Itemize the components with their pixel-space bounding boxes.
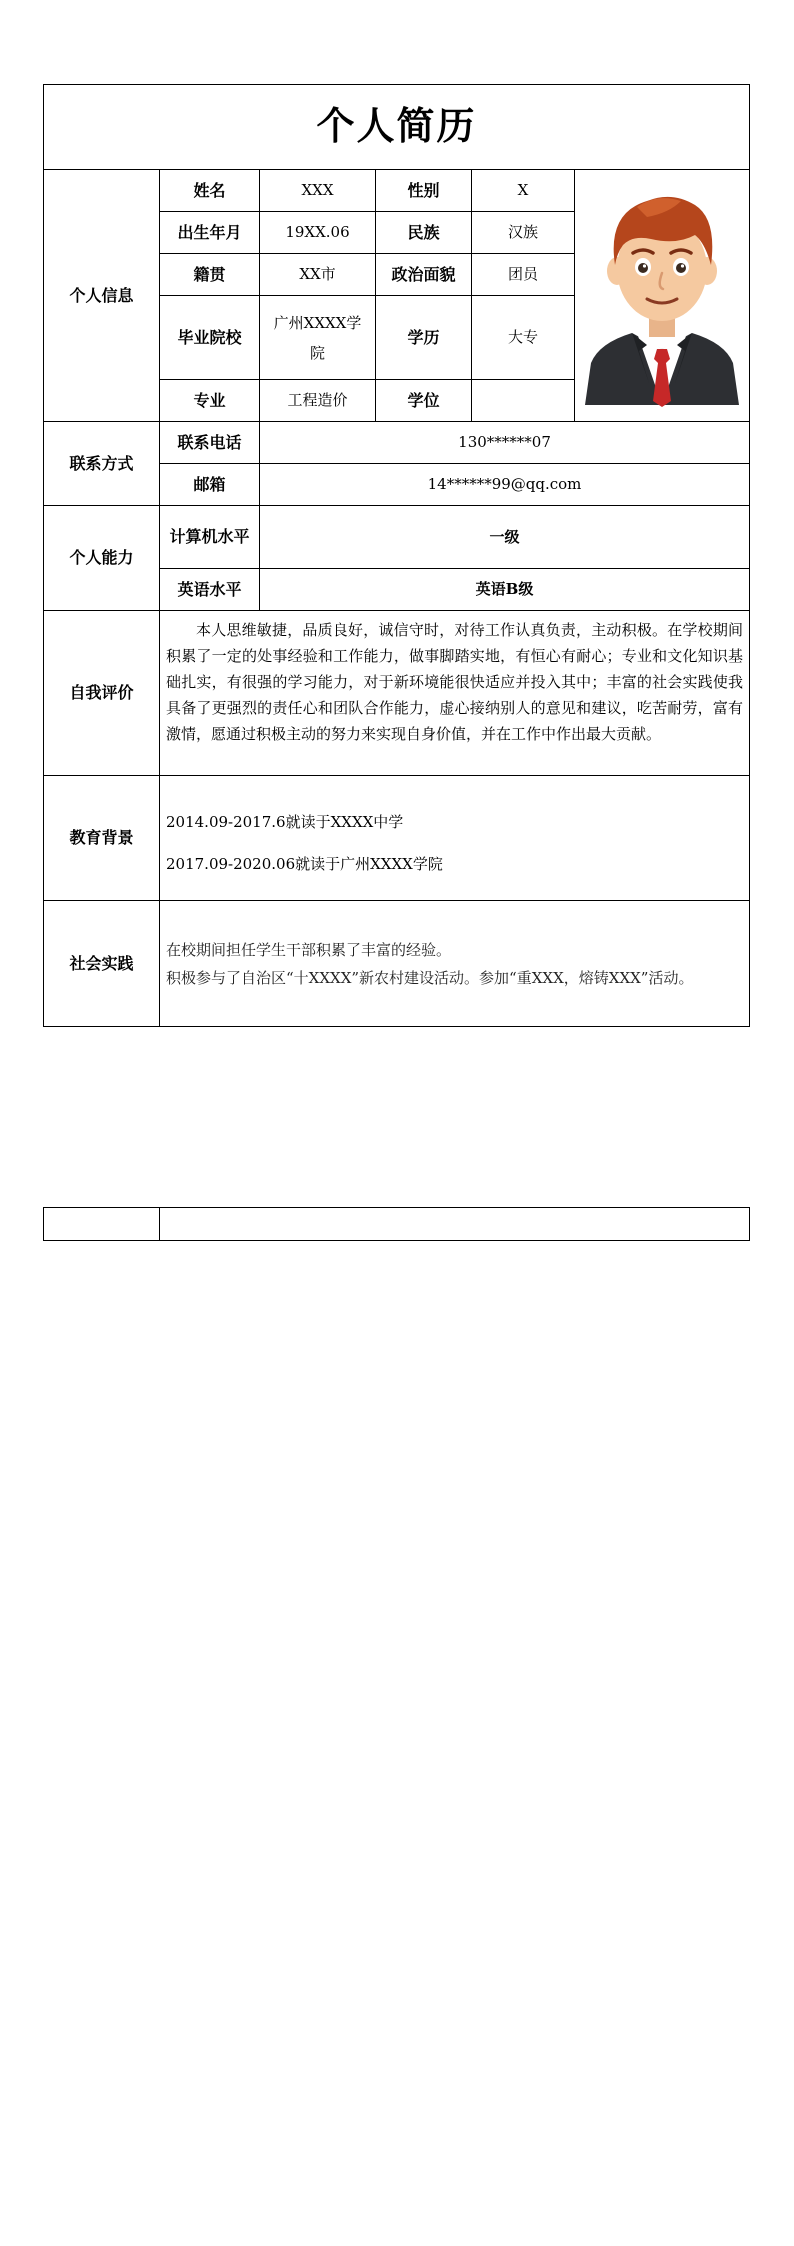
school-label: 毕业院校 (160, 296, 260, 380)
email-value: 14******99@qq.com (260, 464, 750, 506)
major-label: 专业 (160, 380, 260, 422)
degree-value: 大专 (472, 296, 575, 380)
education-item: 2017.09-2020.06就读于广州XXXX学院 (166, 855, 443, 873)
bachelor-value (472, 380, 575, 422)
origin-label: 籍贯 (160, 254, 260, 296)
name-value: XXX (260, 170, 376, 212)
political-label: 政治面貌 (376, 254, 472, 296)
page-title: 个人简历 (44, 85, 750, 170)
name-label: 姓名 (160, 170, 260, 212)
gender-label: 性别 (376, 170, 472, 212)
computer-label: 计算机水平 (160, 506, 260, 569)
school-value: 广州XXXX学院 (260, 296, 376, 380)
phone-label: 联系电话 (160, 422, 260, 464)
degree-label: 学历 (376, 296, 472, 380)
english-label: 英语水平 (160, 569, 260, 611)
email-label: 邮箱 (160, 464, 260, 506)
section-practice: 社会实践 (44, 901, 160, 1027)
section-education: 教育背景 (44, 776, 160, 901)
major-value: 工程造价 (260, 380, 376, 422)
birth-label: 出生年月 (160, 212, 260, 254)
ethnic-label: 民族 (376, 212, 472, 254)
political-value: 团员 (472, 254, 575, 296)
bachelor-label: 学位 (376, 380, 472, 422)
self-eval-cell (160, 611, 750, 776)
practice-item: 积极参与了自治区“十XXXX”新农村建设活动。参加“重XXX，熔铸XXX”活动。 (166, 968, 694, 987)
avatar (577, 173, 747, 413)
footer-cell-left (44, 1208, 160, 1241)
gender-value: X (472, 170, 575, 212)
photo-cell (575, 170, 750, 422)
computer-value: 一级 (260, 506, 750, 569)
practice-cell (160, 901, 750, 1027)
footer-table (43, 1207, 750, 1241)
education-cell (160, 776, 750, 901)
section-ability: 个人能力 (44, 506, 160, 611)
ethnic-value: 汉族 (472, 212, 575, 254)
self-eval-text: 本人思维敏捷，品质良好，诚信守时，对待工作认真负责，主动积极。在学校期间积累了一定的处事经验和工作能力，做事脚踏实地，有恒心有耐心；专业和文化知识基础扎实，有很强的学习能力，对于新环境能很快适应并投入其中；丰富的社会实践使我具备了更强烈的责任心和团队合作能力，虚心接纳别人的意见和建议，吃苦耐劳，富有激情，愿通过积极主动的努力来实现自身价值，并在工作中作出最大贡献。 (166, 621, 744, 743)
practice-item: 在校期间担任学生干部积累了丰富的经验。 (166, 940, 452, 959)
origin-value: XX市 (260, 254, 376, 296)
footer-cell-right (160, 1208, 750, 1241)
english-value: 英语B级 (260, 569, 750, 611)
section-contact: 联系方式 (44, 422, 160, 506)
resume-table (43, 84, 750, 1027)
education-item: 2014.09-2017.6就读于XXXX中学 (166, 813, 404, 831)
birth-value: 19XX.06 (260, 212, 376, 254)
phone-value: 130******07 (260, 422, 750, 464)
section-personal-info: 个人信息 (44, 170, 160, 422)
section-self-eval: 自我评价 (44, 611, 160, 776)
